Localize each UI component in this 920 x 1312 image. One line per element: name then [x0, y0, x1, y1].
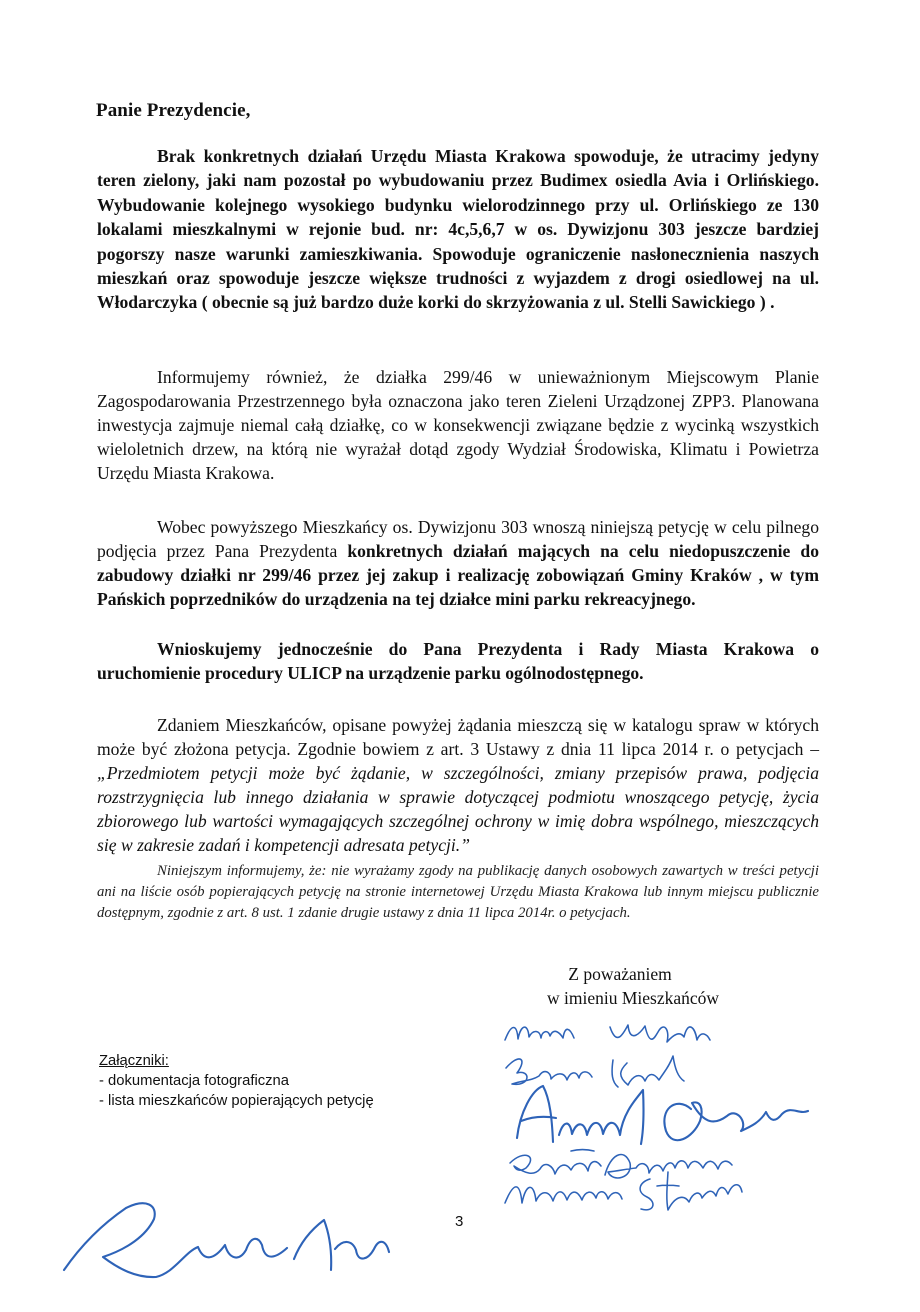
- attachments-title: Załączniki:: [99, 1053, 169, 1069]
- paragraph-green-area-loss: Brak konkretnych działań Urzędu Miasta Krakowa spowoduje, że utracimy jedyny teren zielony, jaki nam pozostał po wybudowaniu przez Budimex osiedla Avia i Orlińskiego. Wybudowanie kolejnego wysokiego budynku wielorodzinnego przy ul. Orlińskiego ze 130 lokalami mieszkalnymi w rejonie bud. nr: 4c,5,6,7 w os. Dywizjonu 303 jeszcze bardziej pogorszy nasze warunki zamieszkiwania. Spowoduje ograniczenie nasłonecznienia naszych mieszkań oraz spowoduje jeszcze większe trudności z wyjazdem z drogi osiedlowej na ul. Włodarczyka ( obecnie są już bardzo duże korki do skrzyżowania z ul. Stelli Sawickiego ) .: [97, 146, 819, 313]
- paragraph-plot-information: Informujemy również, że działka 299/46 w unieważnionym Miejscowym Planie Zagospodarowania Przestrzennego była oznaczona jako teren Zieleni Urządzonej ZPP3. Planowana inwestycja zajmuje niemal całą działkę, co w konsekwencji związane będzie z wycinką wszystkich wieloletnich drzew, na którą nie wyrażał dotąd zgody Wydział Środowiska, Klimatu i Powietrza Urzędu Miasta Krakowa.: [97, 367, 819, 483]
- letter-closing: [533, 962, 733, 1010]
- signature-boguslaw: [506, 1056, 684, 1087]
- attachments-list: [99, 1051, 374, 1111]
- signature-andrzej: [517, 1086, 808, 1144]
- closing-regards: Z poważaniem: [568, 964, 672, 984]
- signature-malgorzata: [505, 1172, 742, 1210]
- legal-quote: „Przedmiotem petycji może być żądanie, w szczególności, zmiany przepisów prawa, podjęcia rozstrzygnięcia lub innego działania w sprawie dotyczącej podmiotu wnoszącego petycję, życia zbiorowego lub wartości wymagających szczególnej ochrony w imię dobra wspólnego, mieszczących się w zakresie zadań i kompetencji adresata petycji.”: [97, 763, 819, 855]
- paragraph-data-consent: Niniejszym informujemy, że: nie wyrażamy zgody na publikację danych osobowych zawartych w treści petycji ani na liście osób popierających petycję na stronie internetowej Urzędu Miasta Krakowa lub innym miejscu publicznie dostępnym, zgodnie z art. 8 ust. 1 zdanie drugie ustawy z dnia 11 lipca 2014r. o petycjach.: [97, 863, 819, 921]
- petition-request-bold-text: konkretnych działań mających na celu niedopuszczenie do zabudowy działki nr 299/46 przez jej zakup i realizację zobowiązań Gminy Kraków , w tym Pańskich poprzedników do urządzenia na tej działce mini parku rekreacyjnego.: [97, 541, 819, 609]
- attachment-item: - dokumentacja fotograficzna: [99, 1073, 289, 1089]
- legal-basis-text: Zdaniem Mieszkańców, opisane powyżej żądania mieszczą się w katalogu spraw w których może być złożona petycja. Zgodnie bowiem z art. 3 Ustawy z dnia 11 lipca 2014 r. o petycjach –: [97, 715, 819, 759]
- paragraph-petition-request: [97, 515, 819, 611]
- petition-request-plain-text: Wobec powyższego Mieszkańcy os. Dywizjonu 303 wnoszą niniejszą petycję w celu pilnego podjęcia przez Pana Prezydenta: [97, 517, 819, 561]
- letter-greeting: Panie Prezydencie,: [96, 100, 251, 121]
- attachment-item: - lista mieszkańców popierających petycję: [99, 1093, 374, 1109]
- closing-on-behalf: w imieniu Mieszkańców: [546, 988, 720, 1008]
- page-number: 3: [455, 1213, 464, 1230]
- signature-pawel: [510, 1150, 732, 1178]
- signature-bottom-left: [64, 1203, 389, 1277]
- paragraph-ulicp-request: Wnioskujemy jednocześnie do Pana Prezydenta i Rady Miasta Krakowa o uruchomienie procedury ULICP na urządzenie parku ogólnodostępnego.: [97, 639, 819, 684]
- signature-maria: [505, 1025, 710, 1042]
- paragraph-legal-basis: [97, 713, 819, 857]
